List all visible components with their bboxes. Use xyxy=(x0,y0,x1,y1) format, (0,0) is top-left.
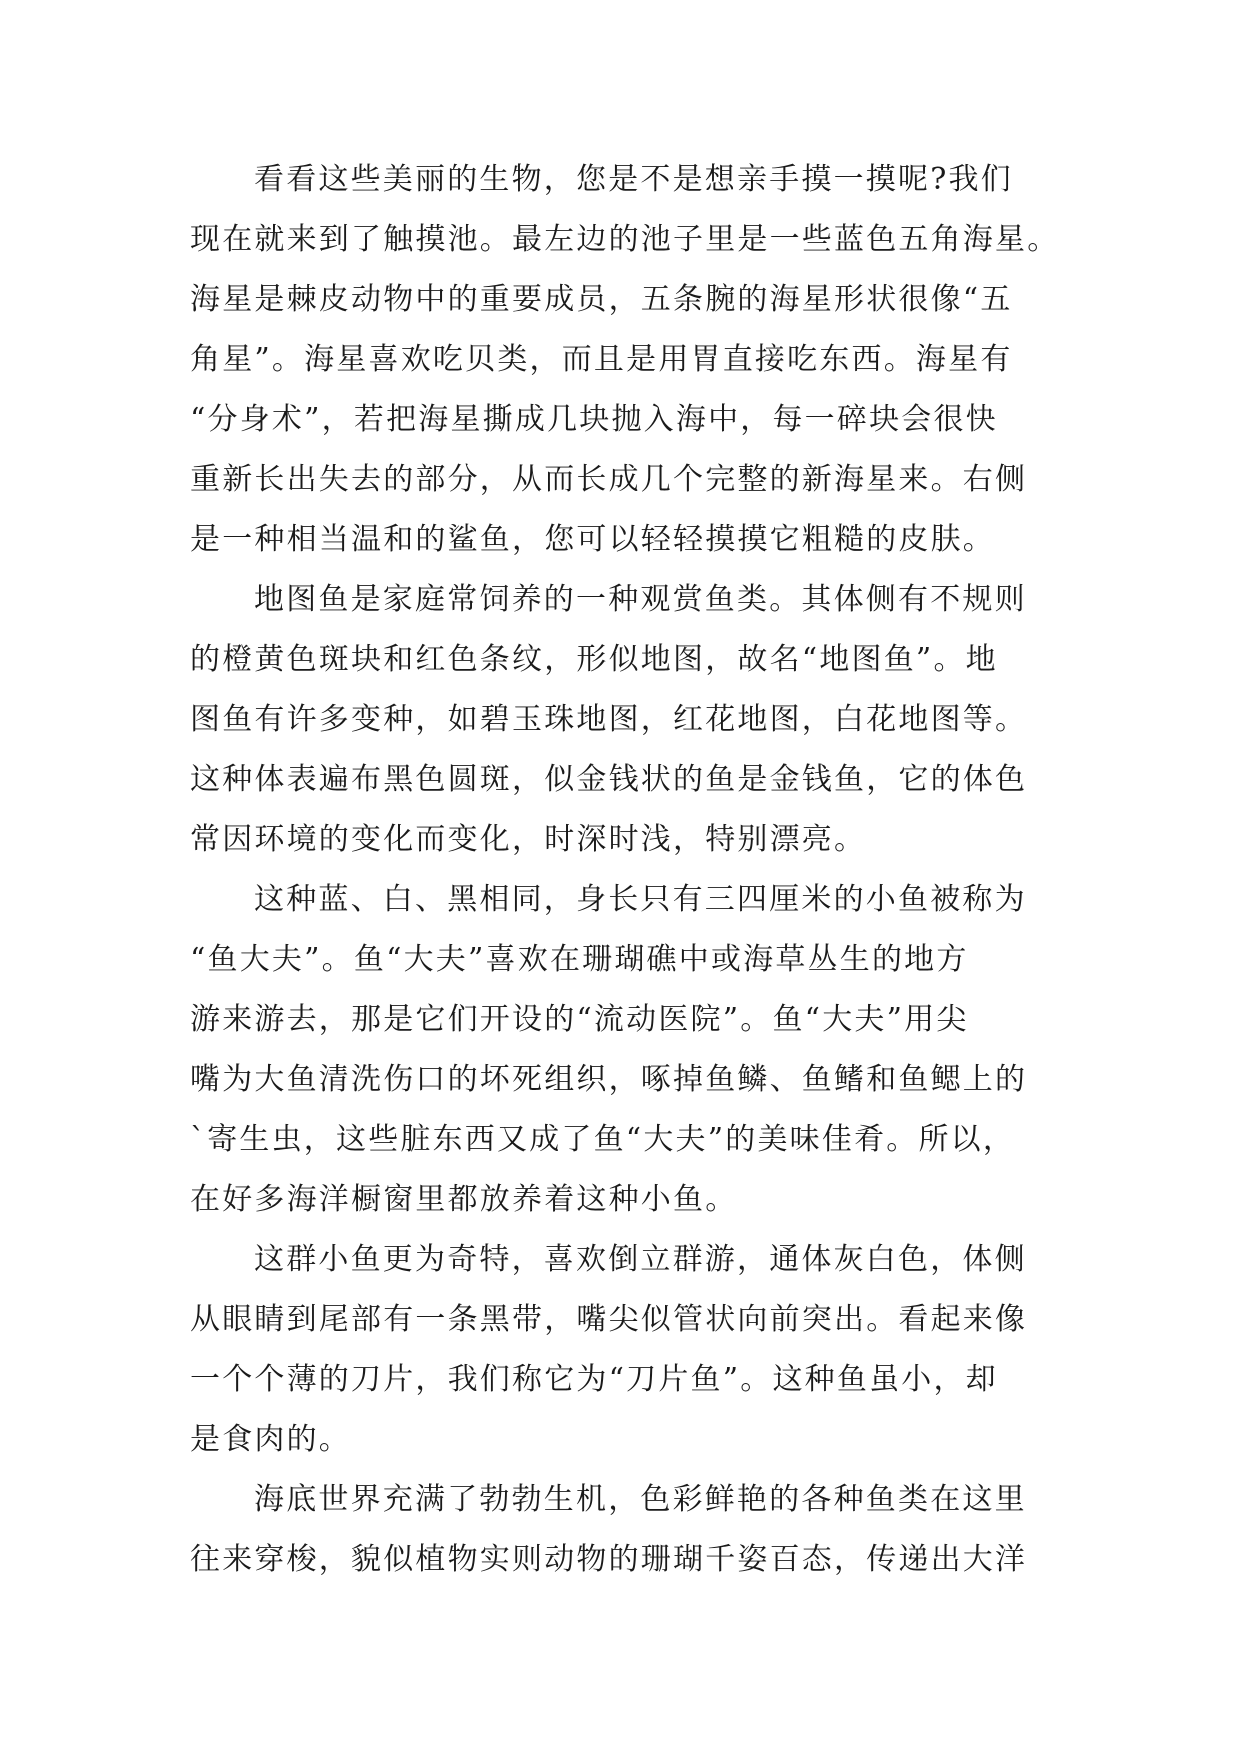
paragraph-fish-doctor xyxy=(190,870,1070,1230)
paragraph-line: 这群小鱼更为奇特，喜欢倒立群游，通体灰白色，体侧 xyxy=(254,1242,1027,1277)
document-body xyxy=(190,150,1070,1590)
paragraph-map-fish xyxy=(190,570,1070,870)
paragraph-line: 图鱼有许多变种，如碧玉珠地图，红花地图，白花地图等。 xyxy=(190,702,1028,737)
paragraph-line: “鱼大夫”。鱼“大夫”喜欢在珊瑚礁中或海草丛生的地方 xyxy=(190,942,969,977)
paragraph-line: 游来游去，那是它们开设的“流动医院”。鱼“大夫”用尖 xyxy=(190,1002,969,1037)
paragraph-line: 重新长出失去的部分，从而长成几个完整的新海星来。右侧 xyxy=(190,462,1028,497)
paragraph-line: 现在就来到了触摸池。最左边的池子里是一些蓝色五角海星。 xyxy=(190,222,1060,257)
paragraph-line: 这种蓝、白、黑相同，身长只有三四厘米的小鱼被称为 xyxy=(254,882,1027,917)
paragraph-blade-fish xyxy=(190,1230,1070,1470)
paragraph-line: 是一种相当温和的鲨鱼，您可以轻轻摸摸它粗糙的皮肤。 xyxy=(190,522,995,557)
paragraph-line: 一个个薄的刀片，我们称它为“刀片鱼”。这种鱼虽小，却 xyxy=(190,1362,998,1397)
paragraph-touch-pool xyxy=(190,150,1070,570)
paragraph-line: 嘴为大鱼清洗伤口的坏死组织，啄掉鱼鳞、鱼鳍和鱼鳃上的 xyxy=(190,1062,1028,1097)
paragraph-line: 海星是棘皮动物中的重要成员，五条腕的海星形状很像“五 xyxy=(190,282,1013,317)
paragraph-undersea-world xyxy=(190,1470,1070,1590)
paragraph-line: 在好多海洋橱窗里都放养着这种小鱼。 xyxy=(190,1182,738,1217)
paragraph-line: 角星”。海星喜欢吃贝类，而且是用胃直接吃东西。海星有 xyxy=(190,342,1013,377)
paragraph-line: 海底世界充满了勃勃生机，色彩鲜艳的各种鱼类在这里 xyxy=(254,1482,1027,1517)
paragraph-line: 的橙黄色斑块和红色条纹，形似地图，故名“地图鱼”。地 xyxy=(190,642,998,677)
paragraph-line: 地图鱼是家庭常饲养的一种观赏鱼类。其体侧有不规则 xyxy=(254,582,1027,617)
paragraph-line: 是食肉的。 xyxy=(190,1422,351,1457)
paragraph-line: 往来穿梭，貌似植物实则动物的珊瑚千姿百态，传递出大洋 xyxy=(190,1542,1028,1577)
paragraph-line: 常因环境的变化而变化，时深时浅，特别漂亮。 xyxy=(190,822,867,857)
paragraph-line: 这种体表遍布黑色圆斑，似金钱状的鱼是金钱鱼，它的体色 xyxy=(190,762,1028,797)
paragraph-line: 从眼睛到尾部有一条黑带，嘴尖似管状向前突出。看起来像 xyxy=(190,1302,1028,1337)
paragraph-line: “分身术”，若把海星撕成几块抛入海中，每一碎块会很快 xyxy=(190,402,998,437)
paragraph-line: `寄生虫，这些脏东西又成了鱼“大夫”的美味佳肴。所以， xyxy=(190,1122,1016,1157)
paragraph-line: 看看这些美丽的生物，您是不是想亲手摸一摸呢?我们 xyxy=(254,162,1013,197)
